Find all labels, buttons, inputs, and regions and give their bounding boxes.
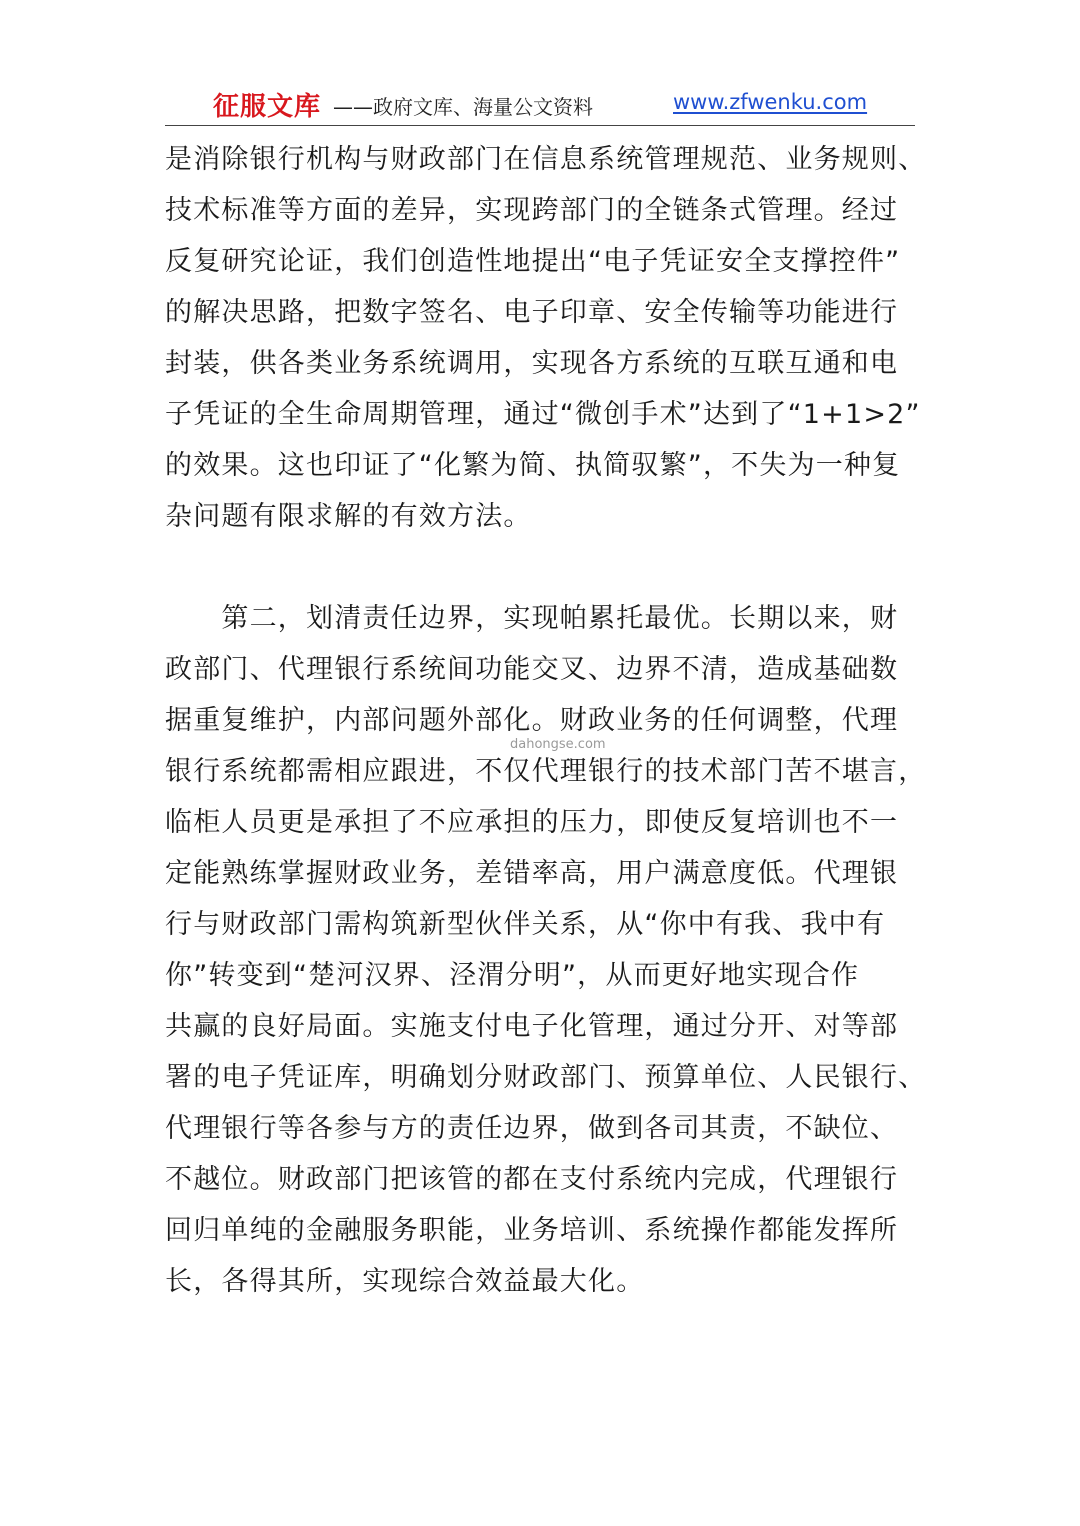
body-line: 封装，供各类业务系统调用，实现各方系统的互联互通和电 bbox=[165, 348, 899, 379]
body-line: 行与财政部门需构筑新型伙伴关系，从“你中有我、我中有 bbox=[165, 909, 886, 940]
body-line: 的解决思路，把数字签名、电子印章、安全传输等功能进行 bbox=[165, 297, 899, 328]
body-line: 代理银行等各参与方的责任边界，做到各司其责，不缺位、 bbox=[165, 1113, 899, 1144]
site-url-link[interactable]: www.zfwenku.com bbox=[673, 90, 868, 114]
page-header bbox=[165, 84, 915, 124]
body-line: 是消除银行机构与财政部门在信息系统管理规范、业务规则、 bbox=[165, 144, 927, 175]
body-line: 银行系统都需相应跟进，不仅代理银行的技术部门苦不堪言， bbox=[165, 756, 927, 787]
brand-logo: 征服文库 bbox=[213, 92, 322, 122]
body-line: 第二，划清责任边界，实现帕累托最优。长期以来，财 bbox=[165, 603, 899, 634]
body-line: 子凭证的全生命周期管理，通过“微创手术”达到了“1+1>2” bbox=[165, 399, 921, 430]
body-line: 定能熟练掌握财政业务，差错率高，用户满意度低。代理银 bbox=[165, 858, 899, 889]
body-line: 政部门、代理银行系统间功能交叉、边界不清，造成基础数 bbox=[165, 654, 899, 685]
header-divider bbox=[165, 125, 915, 126]
body-line: 署的电子凭证库，明确划分财政部门、预算单位、人民银行、 bbox=[165, 1062, 927, 1093]
watermark-text: dahongse.com bbox=[510, 737, 606, 752]
body-line: 反复研究论证，我们创造性地提出“电子凭证安全支撑控件” bbox=[165, 246, 901, 277]
body-line: 据重复维护，内部问题外部化。财政业务的任何调整，代理 bbox=[165, 705, 899, 736]
document-body bbox=[165, 134, 925, 1307]
body-line: 临柜人员更是承担了不应承担的压力，即使反复培训也不一 bbox=[165, 807, 899, 838]
body-line: 你”转变到“楚河汉界、泾渭分明”，从而更好地实现合作 bbox=[165, 960, 860, 991]
body-line: 技术标准等方面的差异，实现跨部门的全链条式管理。经过 bbox=[165, 195, 899, 226]
paragraph-break bbox=[165, 542, 925, 593]
body-line: 长，各得其所，实现综合效益最大化。 bbox=[165, 1266, 645, 1297]
body-line: 回归单纯的金融服务职能，业务培训、系统操作都能发挥所 bbox=[165, 1215, 899, 1246]
body-line: 杂问题有限求解的有效方法。 bbox=[165, 501, 532, 532]
body-line: 共赢的良好局面。实施支付电子化管理，通过分开、对等部 bbox=[165, 1011, 899, 1042]
body-line: 不越位。财政部门把该管的都在支付系统内完成，代理银行 bbox=[165, 1164, 899, 1195]
header-tagline: ——政府文库、海量公文资料 bbox=[333, 95, 593, 119]
body-line: 的效果。这也印证了“化繁为简、执简驭繁”，不失为一种复 bbox=[165, 450, 901, 481]
